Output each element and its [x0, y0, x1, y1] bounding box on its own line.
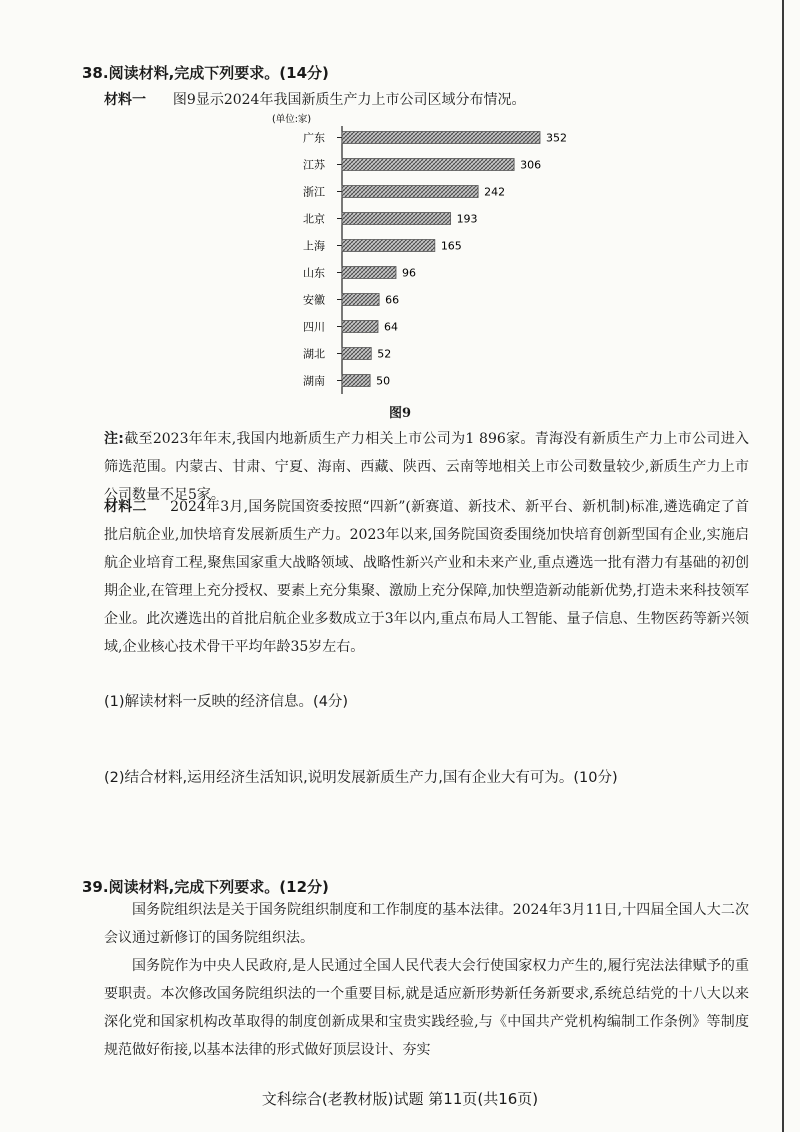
q38-material1 [104, 86, 749, 114]
q38-sub1: (1)解读材料一反映的经济信息。(4分) [104, 694, 349, 710]
chart-value-label: 242 [484, 185, 506, 199]
q38-sub2: (2)结合材料,运用经济生活知识,说明发展新质生产力,国有企业大有可为。(10分) [104, 770, 618, 786]
chart-value-label: 165 [440, 239, 462, 253]
chart-category-label: 北京 [303, 212, 325, 226]
chart-category-label: 浙江 [303, 185, 325, 199]
q39-para2: 国务院作为中央人民政府,是人民通过全国人民代表大会行使国家权力产生的,履行宪法法律赋予的重要职责。本次修改国务院组织法的一个重要目标,就是适应新形势新任务新要求,系统总结党的十八大以来深化党和国家机构改革取得的制度创新成果和宝贵实践经验,与《中国共产党机构编制工作条例》等制度规范做好衔接,以基本法律的形式做好顶层设计、夯实 [104, 958, 749, 1058]
chart-category-label: 安徽 [303, 293, 325, 307]
bar-chart-svg [270, 112, 580, 412]
chart-bar [342, 348, 371, 360]
chart-value-label: 306 [520, 158, 542, 172]
chart-category-label: 江苏 [303, 158, 325, 172]
material1-label: 材料一 [104, 92, 146, 108]
chart-value-label: 352 [546, 131, 567, 145]
material2-label: 材料二 [104, 499, 147, 515]
chart-value-label: 52 [377, 347, 392, 361]
chart-bar [342, 294, 379, 306]
chart-unit-label: (单位:家) [272, 114, 312, 125]
figure9-chart [270, 112, 580, 412]
chart-bar [342, 321, 378, 333]
q38-material2 [104, 493, 749, 661]
chart-value-label: 64 [384, 320, 398, 334]
chart-category-label: 四川 [303, 320, 325, 334]
figure-caption: 图9 [388, 406, 412, 421]
page-edge-line [782, 0, 784, 1132]
chart-bar [342, 186, 478, 198]
chart-bar [342, 132, 540, 144]
chart-category-label: 湖南 [303, 374, 325, 388]
q38-heading: 38.阅读材料,完成下列要求。(14分) [82, 64, 329, 82]
q39-para1: 国务院组织法是关于国务院组织制度和工作制度的基本法律。2024年3月11日,十四届全国人大二次会议通过新修订的国务院组织法。 [104, 902, 749, 946]
note-text: 截至2023年年末,我国内地新质生产力相关上市公司为1 896家。青海没有新质生产力上市公司进入筛选范围。内蒙古、甘肃、宁夏、海南、西藏、陕西、云南等地相关上市公司数量较少,新质生产力上市公司数量不足5家。 [104, 431, 750, 503]
chart-category-label: 山东 [303, 266, 325, 280]
chart-bar [342, 240, 435, 252]
note-label: 注: [104, 431, 124, 447]
chart-bar [342, 375, 370, 387]
chart-value-label: 193 [456, 212, 478, 226]
chart-value-label: 66 [385, 293, 400, 307]
chart-category-label: 湖北 [303, 347, 325, 361]
page-footer: 文科综合(老教材版)试题 第11页(共16页) [261, 1090, 539, 1108]
chart-value-label: 50 [376, 374, 391, 388]
chart-bar [342, 159, 514, 171]
q39-heading: 39.阅读材料,完成下列要求。(12分) [82, 878, 329, 896]
chart-category-label: 上海 [303, 239, 325, 253]
chart-value-label: 96 [402, 266, 416, 280]
chart-category-label: 广东 [303, 131, 325, 145]
material1-text: 图9显示2024年我国新质生产力上市公司区域分布情况。 [172, 92, 526, 108]
chart-bar [342, 213, 451, 225]
material2-text: 2024年3月,国务院国资委按照“四新”(新赛道、新技术、新平台、新机制)标准,遴选确定了首批启航企业,加快培育发展新质生产力。2023年以来,国务院国资委围绕加快培育创新型国有企业,实施启航企业培育工程,聚焦国家重大战略领域、战略性新兴产业和未来产业,重点遴选一批有潜力有基础的初创期企业,在管理上充分授权、要素上充分集聚、激励上充分保障,加快塑造新动能新优势,打造未来科技领军企业。此次遴选出的首批启航企业多数成立于3年以内,重点布局人工智能、量子信息、生物医药等新兴领域,企业核心技术骨干平均年龄35岁左右。 [104, 499, 749, 655]
chart-bar [342, 267, 396, 279]
